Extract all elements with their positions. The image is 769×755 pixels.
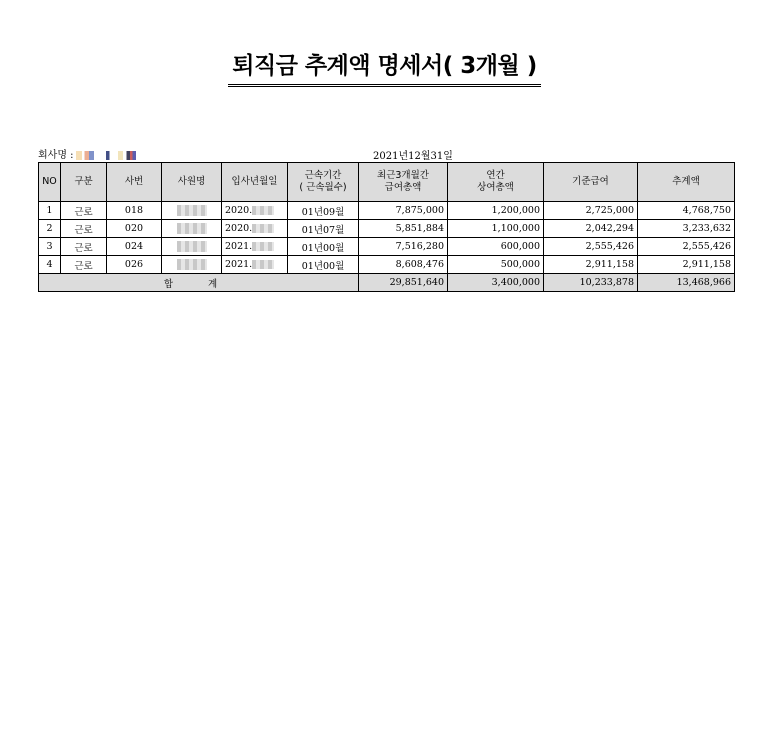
table-row — [39, 202, 735, 220]
cell-recent-pay: 5,851,884 — [359, 220, 448, 238]
redacted-date — [252, 224, 274, 233]
cell-annual-bonus: 600,000 — [448, 238, 544, 256]
redacted-date — [252, 260, 274, 269]
col-recent-pay: 최근3개월간 급여총액 — [359, 163, 448, 202]
cell-recent-pay: 8,608,476 — [359, 256, 448, 274]
total-annual-bonus: 3,400,000 — [448, 274, 544, 292]
title-wrap — [0, 50, 769, 87]
cell-base-pay: 2,555,426 — [544, 238, 638, 256]
redacted-name — [177, 241, 207, 252]
company-label: 회사명 : — [38, 150, 74, 161]
table-row — [39, 256, 735, 274]
page-title: 퇴직금 추계액 명세서( 3개월 ) — [228, 50, 540, 87]
total-base-pay: 10,233,878 — [544, 274, 638, 292]
cell-base-pay: 2,911,158 — [544, 256, 638, 274]
cell-join-date: 2020. — [222, 202, 288, 220]
company-line — [38, 146, 136, 161]
severance-table — [38, 162, 735, 292]
total-label: 합 계 — [39, 274, 359, 292]
cell-annual-bonus: 1,100,000 — [448, 220, 544, 238]
cell-join-date: 2021. — [222, 238, 288, 256]
cell-annual-bonus: 1,200,000 — [448, 202, 544, 220]
cell-estimate: 4,768,750 — [638, 202, 735, 220]
cell-estimate: 3,233,632 — [638, 220, 735, 238]
col-annual-bonus: 연간 상여총액 — [448, 163, 544, 202]
company-name-redacted — [76, 151, 136, 160]
cell-tenure: 01년07월 — [288, 220, 359, 238]
total-estimate: 13,468,966 — [638, 274, 735, 292]
cell-emp-no: 026 — [107, 256, 162, 274]
cell-emp-no: 024 — [107, 238, 162, 256]
cell-name-redacted — [162, 202, 222, 220]
redacted-name — [177, 259, 207, 270]
col-join-date: 입사년월일 — [222, 163, 288, 202]
cell-no: 3 — [39, 238, 61, 256]
table-row — [39, 238, 735, 256]
col-tenure: 근속기간 ( 근속월수) — [288, 163, 359, 202]
cell-type: 근로 — [61, 220, 107, 238]
header-row — [39, 163, 735, 202]
cell-name-redacted — [162, 220, 222, 238]
col-estimate: 추계액 — [638, 163, 735, 202]
cell-name-redacted — [162, 256, 222, 274]
col-emp-no: 사번 — [107, 163, 162, 202]
cell-no: 1 — [39, 202, 61, 220]
cell-annual-bonus: 500,000 — [448, 256, 544, 274]
cell-tenure: 01년00월 — [288, 256, 359, 274]
cell-no: 2 — [39, 220, 61, 238]
col-no: NO — [39, 163, 61, 202]
cell-tenure: 01년00월 — [288, 238, 359, 256]
report-date: 2021년12월31일 — [373, 151, 453, 162]
cell-base-pay: 2,042,294 — [544, 220, 638, 238]
cell-recent-pay: 7,875,000 — [359, 202, 448, 220]
col-type: 구분 — [61, 163, 107, 202]
cell-join-date: 2021. — [222, 256, 288, 274]
redacted-date — [252, 206, 274, 215]
cell-no: 4 — [39, 256, 61, 274]
total-recent-pay: 29,851,640 — [359, 274, 448, 292]
cell-type: 근로 — [61, 202, 107, 220]
cell-emp-no: 020 — [107, 220, 162, 238]
cell-type: 근로 — [61, 256, 107, 274]
col-name: 사원명 — [162, 163, 222, 202]
cell-estimate: 2,911,158 — [638, 256, 735, 274]
col-base-pay: 기준급여 — [544, 163, 638, 202]
cell-recent-pay: 7,516,280 — [359, 238, 448, 256]
redacted-name — [177, 205, 207, 216]
table-row — [39, 220, 735, 238]
total-row — [39, 274, 735, 292]
cell-type: 근로 — [61, 238, 107, 256]
cell-base-pay: 2,725,000 — [544, 202, 638, 220]
redacted-date — [252, 242, 274, 251]
cell-name-redacted — [162, 238, 222, 256]
cell-tenure: 01년09월 — [288, 202, 359, 220]
redacted-name — [177, 223, 207, 234]
cell-emp-no: 018 — [107, 202, 162, 220]
cell-join-date: 2020. — [222, 220, 288, 238]
cell-estimate: 2,555,426 — [638, 238, 735, 256]
